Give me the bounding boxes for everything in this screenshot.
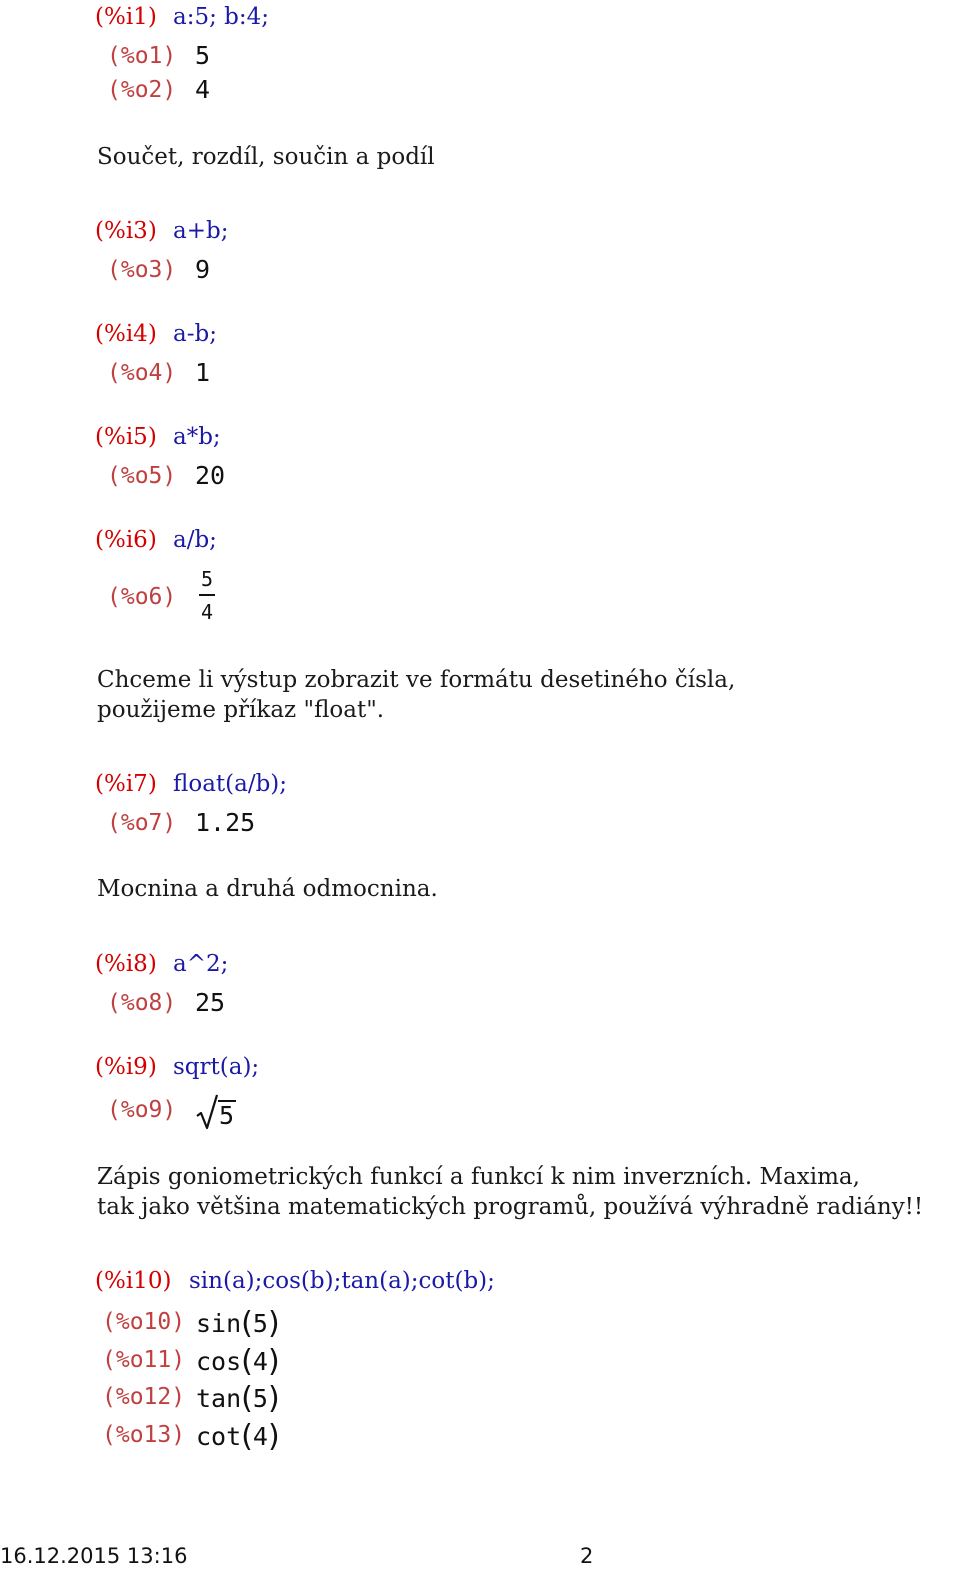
open-paren: ( xyxy=(241,1344,253,1379)
input-command: a:5; b:4; xyxy=(173,4,270,30)
function-argument: 5 xyxy=(252,1309,268,1338)
function-name: cos xyxy=(196,1347,242,1376)
function-output xyxy=(196,1380,280,1415)
open-paren: ( xyxy=(241,1419,253,1454)
sqrt-output xyxy=(196,1094,236,1130)
output-label: (%o13) xyxy=(102,1422,186,1448)
close-paren: ) xyxy=(267,1344,280,1379)
function-output xyxy=(196,1305,280,1340)
input-command: a^2; xyxy=(173,951,229,977)
function-name: cot xyxy=(196,1422,242,1451)
footer-timestamp: 16.12.2015 13:16 xyxy=(0,1544,188,1568)
close-paren: ) xyxy=(267,1419,280,1454)
output-value: 4 xyxy=(195,75,211,104)
output-label: (%o6) xyxy=(107,584,177,610)
output-label: (%o3) xyxy=(107,257,177,283)
close-paren: ) xyxy=(267,1381,280,1416)
output-label: (%o1) xyxy=(107,43,177,69)
input-label: (%i7) xyxy=(95,771,157,797)
input-command: sin(a);cos(b);tan(a);cot(b); xyxy=(189,1268,495,1294)
input-label: (%i9) xyxy=(95,1054,157,1080)
function-output xyxy=(196,1418,280,1453)
output-value: 20 xyxy=(195,461,226,490)
text-cell: Mocnina a druhá odmocnina. xyxy=(97,876,438,902)
input-label: (%i10) xyxy=(95,1268,172,1294)
input-command: a/b; xyxy=(173,527,217,553)
output-label: (%o11) xyxy=(102,1347,186,1373)
function-argument: 4 xyxy=(252,1347,268,1376)
input-command: float(a/b); xyxy=(173,771,288,797)
input-command: a+b; xyxy=(173,218,229,244)
radical-sign-icon xyxy=(196,1094,218,1130)
input-command: a-b; xyxy=(173,321,217,347)
fraction-denominator: 4 xyxy=(201,600,214,624)
function-argument: 4 xyxy=(252,1422,268,1451)
output-label: (%o7) xyxy=(107,810,177,836)
fraction-numerator: 5 xyxy=(201,567,214,591)
open-paren: ( xyxy=(241,1306,253,1341)
output-label: (%o4) xyxy=(107,360,177,386)
sqrt-radicand: 5 xyxy=(219,1101,235,1130)
output-value: 9 xyxy=(195,255,211,284)
output-label: (%o8) xyxy=(107,990,177,1016)
page-number: 2 xyxy=(580,1544,594,1568)
output-value: 25 xyxy=(195,988,226,1017)
text-cell: tak jako většina matematických programů, používá výhradně radiány!! xyxy=(97,1194,924,1220)
input-label: (%i3) xyxy=(95,218,157,244)
output-value: 5 xyxy=(195,41,211,70)
output-label: (%o12) xyxy=(102,1384,186,1410)
function-argument: 5 xyxy=(252,1384,268,1413)
function-name: sin xyxy=(196,1309,242,1338)
function-name: tan xyxy=(196,1384,242,1413)
close-paren: ) xyxy=(267,1306,280,1341)
input-label: (%i8) xyxy=(95,951,157,977)
fraction-bar xyxy=(199,594,215,596)
text-cell: Součet, rozdíl, součin a podíl xyxy=(97,144,435,170)
text-cell: Chceme li výstup zobrazit ve formátu desetiného čísla, xyxy=(97,667,736,693)
output-label: (%o2) xyxy=(107,77,177,103)
output-value: 1.25 xyxy=(195,808,256,837)
fraction-output xyxy=(199,569,215,622)
input-label: (%i5) xyxy=(95,424,157,450)
input-label: (%i4) xyxy=(95,321,157,347)
function-output xyxy=(196,1343,280,1378)
text-cell: Zápis goniometrických funkcí a funkcí k nim inverzních. Maxima, xyxy=(97,1164,860,1190)
output-label: (%o10) xyxy=(102,1309,186,1335)
open-paren: ( xyxy=(241,1381,253,1416)
output-label: (%o9) xyxy=(107,1097,177,1123)
input-command: sqrt(a); xyxy=(173,1054,260,1080)
text-cell: použijeme příkaz "float". xyxy=(97,697,385,723)
input-command: a*b; xyxy=(173,424,221,450)
output-label: (%o5) xyxy=(107,463,177,489)
input-label: (%i1) xyxy=(95,4,157,30)
input-label: (%i6) xyxy=(95,527,157,553)
output-value: 1 xyxy=(195,358,211,387)
